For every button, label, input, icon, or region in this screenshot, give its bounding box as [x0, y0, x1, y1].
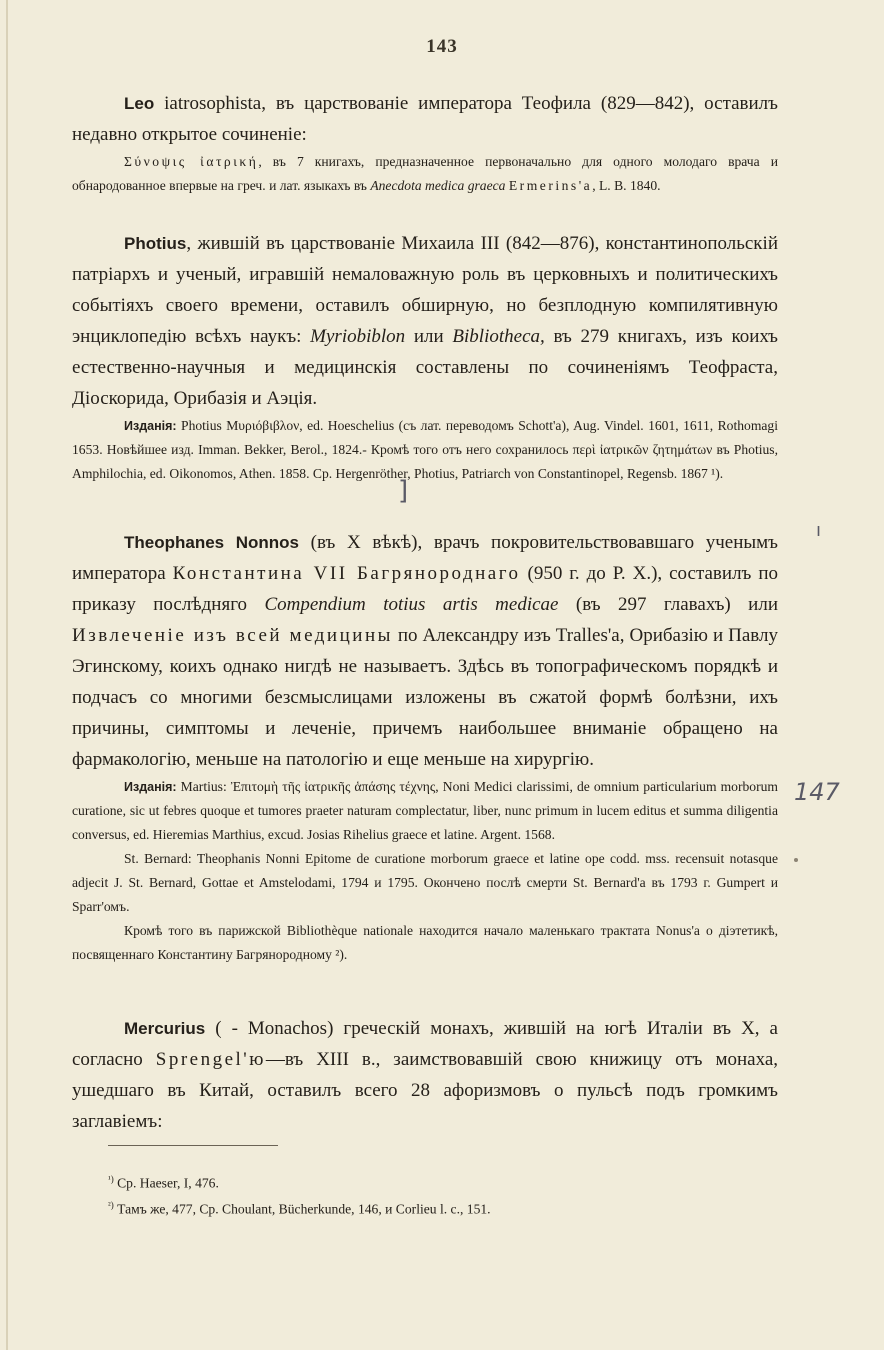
theophanes-paragraph: Theophanes Nonnos (въ X вѣкѣ), врачъ покровительствовавшаго ученымъ императора Константина VII Багрянороднаго (950 г. до Р. Х.), составилъ по приказу послѣдняго Compendium totius artis medicae (въ 297 главахъ) или Извлеченіе изъ всей медицины по Александру изъ Tralles'a, Орибазію и Павлу Эгинскому, коихъ однако нигдѣ не называетъ. Здѣсь въ топографическомъ порядкѣ и подчасъ со многими безсмыслицами изложены въ сжатой формѣ болѣзни, ихъ причины, симптомы и леченіе, причемъ наибольшее вниманіе обращено на фармакологію, меньше на патологію и еще меньше на хирургію. [72, 532, 778, 770]
pencil-bracket-mark: ] [398, 476, 409, 506]
page-number: 143 [426, 36, 458, 57]
entry-photius [72, 228, 778, 486]
pencil-tick-mark: ı [816, 520, 822, 541]
entry-mercurius [72, 1013, 778, 1137]
footnote-1: $^{^1)}$ Ср. Haeser, I, 476. [108, 1174, 219, 1191]
footnote-2: $^{^2)}$ Тамъ же, 477, Ср. Choulant, Bücherkunde, 146, и Corlieu l. c., 151. [108, 1200, 491, 1217]
theophanes-editions: Изданія: Martius: Ἐπιτομὴ τῆς ἰατρικῆς ἁπάσης τέχνης, Noni Medici clarissimi, de omnium particularium morborum curatione, sic ut febres quoque et tumores praeter naturam complectatur, liber, nunc primum in lucem editus et summa diligentia conversus, ed. Hieremias Marthius, excud. Josias Rihelius graece et latine. Argent. 1568. [72, 779, 778, 842]
ink-dot [794, 858, 798, 862]
page-edge [6, 0, 8, 1350]
theophanes-paris: Кромѣ того въ парижской Bibliothèque nationale находится начало маленькаго трактата Nonus'a о діэтетикѣ, посвященнаго Константину Багрянородному ²). [72, 923, 778, 962]
theophanes-bernard: St. Bernard: Theophanis Nonni Epitome de curatione morborum graece et latine ope codd. mss. recensuit notasque adjecit J. St. Bernard, Gottae et Amstelodami, 1794 и 1795. Окончено послѣ смерти St. Bernard'a въ 1793 г. Gumpert и Sparr'омъ. [72, 851, 778, 914]
leo-note: Σύνοψις ἰατρική, въ 7 книгахъ, предназначенное первоначально для одного молодаго врача и обнародованное впервые на греч. и лат. языкахъ въ Anecdota medica graeca Ermerins'a, L. B. 1840. [72, 154, 778, 193]
pencil-margin-number: 147 [794, 778, 840, 806]
entry-theophanes [72, 527, 778, 967]
leo-paragraph: Leo iatrosophista, въ царствованіе императора Теофила (829—842), оставилъ недавно открытое сочиненіе: [72, 93, 778, 145]
photius-editions: Изданія: Photius Μυριόβιβλον, ed. Hoeschelius (съ лат. переводомъ Schott'a), Aug. Vindel. 1601, 1611, Rothomagi 1653. Новѣйшее изд. Imman. Bekker, Berol., 1824.- Кромѣ того отъ него сохранилось περὶ ἰατρικῶν ζητημάτων въ Photius, Amphilochia, ed. Oikonomos, Athen. 1858. Ср. Hergenröther, Photius, Patriarch von Constantinopel, Regensb. 1867 ¹). [72, 418, 778, 481]
footnote-rule [108, 1145, 278, 1146]
mercurius-paragraph: Mercurius ( - Monachos) греческій монахъ, жившій на югѣ Италіи въ X, а согласно Sprengel'ю—въ XIII в., заимствовавшій свою книжицу отъ монаха, ушедшаго въ Китай, оставилъ всего 28 афоризмовъ о пульсѣ подъ громкимъ заглавіемъ: [72, 1018, 779, 1132]
photius-paragraph: Photius, жившій въ царствованіе Михаила III (842—876), константинопольскій патріархъ и ученый, игравшій немаловажную роль въ церковныхъ и политическихъ событіяхъ своего времени, оставилъ обширную, но безплодную компилятивную энциклопедію всѣхъ наукъ: Myriobiblon или Bibliotheca, въ 279 книгахъ, изъ коихъ естественно-научныя и медицинскія составлены по сочиненіямъ Теофраста, Діоскорида, Орибазія и Аэція. [72, 233, 778, 409]
entry-leo [72, 88, 778, 198]
